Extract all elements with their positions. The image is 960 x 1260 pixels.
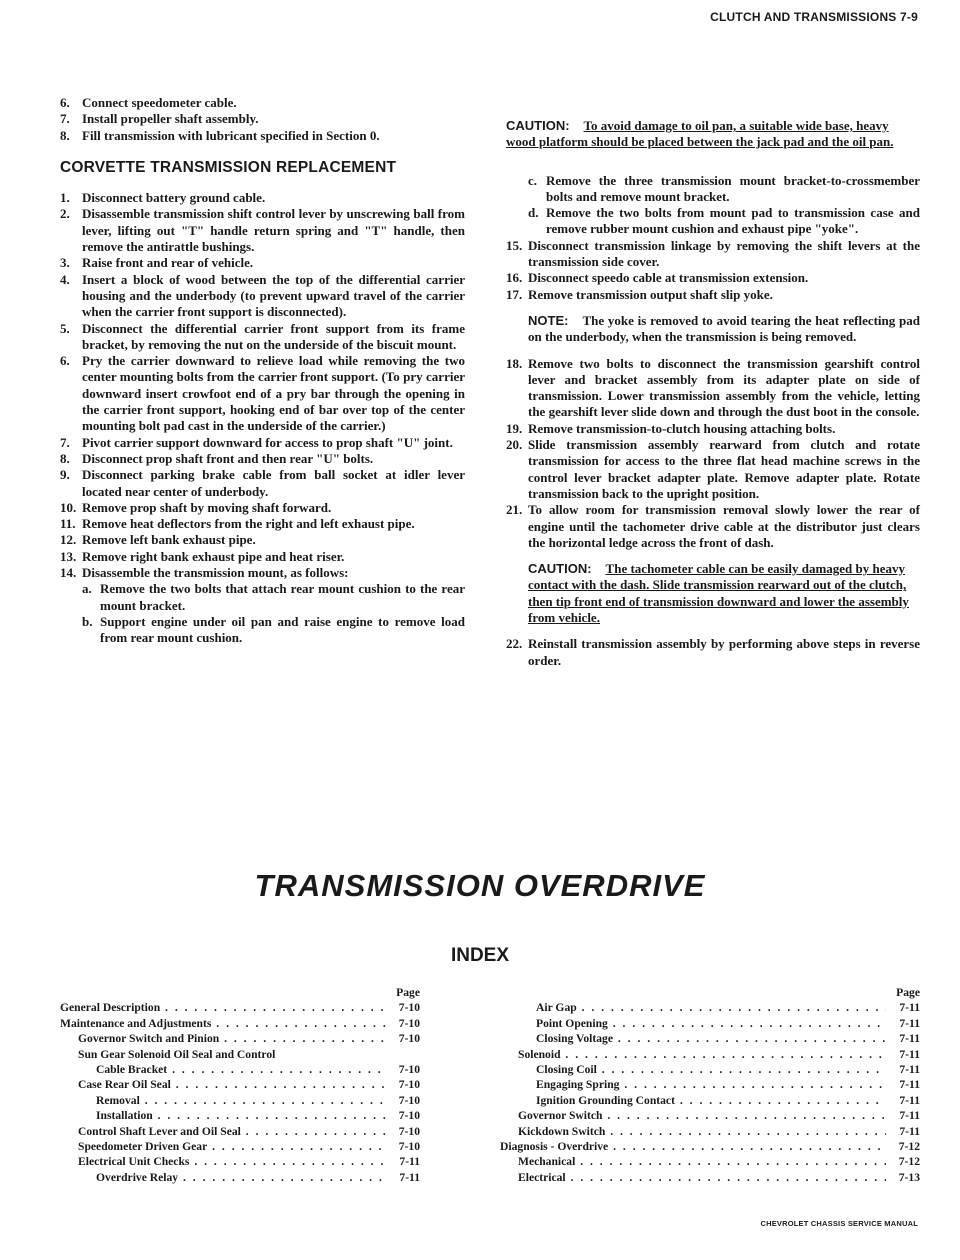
step bbox=[60, 565, 465, 581]
index-entry-title: Speedometer Driven Gear . . . bbox=[78, 1139, 386, 1154]
section-heading: CORVETTE TRANSMISSION REPLACEMENT bbox=[60, 158, 397, 176]
substeps-list bbox=[506, 173, 920, 238]
step bbox=[506, 502, 920, 551]
index-entry-page: 7-12 bbox=[898, 1140, 920, 1154]
step-text: Remove transmission output shaft slip yoke. bbox=[528, 286, 773, 302]
index-entry bbox=[60, 1062, 420, 1077]
step bbox=[60, 272, 465, 321]
step bbox=[60, 353, 465, 434]
step-text: Disassemble transmission shift control lever by unscrewing ball from lever, lifting out "T" handle return spring and "T" handle, then remove the antirattle bushings. bbox=[82, 206, 465, 255]
index-entry bbox=[500, 1139, 920, 1154]
step-text: Disassemble the transmission mount, as follows: bbox=[82, 565, 349, 581]
step-text: Raise front and rear of vehicle. bbox=[82, 255, 254, 271]
step-text: Remove the three transmission mount bracket-to-crossmember bolts and remove mount bracket. bbox=[546, 172, 920, 204]
index-entry-title: Removal . . . bbox=[96, 1093, 386, 1108]
index-entry-title: Governor Switch and Pinion . . . bbox=[78, 1031, 386, 1046]
page-column-header: Page bbox=[396, 986, 420, 999]
index-entry bbox=[500, 1016, 920, 1031]
step-text: Pivot carrier support downward for access to prop shaft "U" joint. bbox=[82, 434, 453, 450]
section-title: TRANSMISSION OVERDRIVE bbox=[254, 868, 706, 903]
step-text: Slide transmission assembly rearward from clutch and rotate transmission for access to the three flat head machine screws in the control lever bracket adapter plate. Remove adapter plate. Rotate transmission back to the upright position. bbox=[528, 437, 920, 501]
step-number: 21. bbox=[506, 502, 523, 518]
index-table-right bbox=[500, 985, 920, 1185]
index-entry bbox=[60, 1170, 420, 1185]
index-entry-title: Overdrive Relay . . . bbox=[96, 1170, 386, 1185]
index-entry-title: Point Opening . . . bbox=[536, 1016, 886, 1031]
index-entry bbox=[500, 1047, 920, 1062]
step-number: 16. bbox=[506, 270, 523, 286]
index-entry-title: Sun Gear Solenoid Oil Seal and Control bbox=[78, 1047, 276, 1061]
index-entry bbox=[500, 1031, 920, 1046]
index-entry bbox=[60, 1031, 420, 1046]
index-entry-page: 7-11 bbox=[899, 1093, 920, 1107]
substeps-list bbox=[60, 581, 465, 646]
caution-note bbox=[528, 561, 920, 626]
step-number: 1. bbox=[60, 190, 70, 206]
index-entry bbox=[500, 1154, 920, 1169]
step-text: Disconnect speedo cable at transmission extension. bbox=[528, 270, 809, 286]
index-entry-page: 7-11 bbox=[899, 1047, 920, 1061]
substep bbox=[60, 581, 465, 614]
index-entry-page: 7-10 bbox=[398, 1078, 420, 1092]
step-text: Disconnect the differential carrier front support from its frame bracket, by removing the nut on the underside of the biscuit mount. bbox=[82, 320, 465, 352]
step bbox=[60, 532, 465, 548]
step-text: Remove right bank exhaust pipe and heat riser. bbox=[82, 548, 345, 564]
step-number: d. bbox=[528, 205, 539, 221]
index-entry-page: 7-10 bbox=[398, 1140, 420, 1154]
index-entry-page: 7-10 bbox=[398, 1093, 420, 1107]
index-entry bbox=[500, 1077, 920, 1092]
index-entry-title: Electrical . . . bbox=[518, 1170, 886, 1185]
step bbox=[60, 95, 465, 111]
step bbox=[506, 287, 920, 303]
step bbox=[506, 421, 920, 437]
index-entry bbox=[500, 1093, 920, 1108]
index-entry-page: 7-10 bbox=[398, 1109, 420, 1123]
index-entry-title: Kickdown Switch . . . bbox=[518, 1124, 886, 1139]
caution-text: The tachometer cable can be easily damaged by heavy contact with the dash. Slide transmission rearward out of the clutch, then tip front end of transmission downward and lower the assembly from vehicle. bbox=[528, 561, 909, 626]
step-text: Remove prop shaft by moving shaft forward. bbox=[82, 499, 332, 515]
caution-label: CAUTION: bbox=[506, 118, 570, 133]
index-title: INDEX bbox=[450, 945, 510, 966]
running-header: CLUTCH AND TRANSMISSIONS 7-9 bbox=[710, 10, 918, 24]
step-number: 6. bbox=[60, 95, 70, 110]
step-number: 15. bbox=[506, 237, 523, 253]
index-entry-page: 7-11 bbox=[899, 1109, 920, 1123]
index-entry bbox=[60, 1077, 420, 1092]
step bbox=[506, 636, 920, 669]
caution-text: To avoid damage to oil pan, a suitable wide base, heavy wood platform should be placed between the jack pad and the oil pan. bbox=[506, 118, 894, 150]
index-entry-page: 7-12 bbox=[898, 1155, 920, 1169]
index-entry-page: 7-10 bbox=[398, 1032, 420, 1046]
page-column-header: Page bbox=[896, 986, 920, 999]
index-entry-page: 7-10 bbox=[398, 1001, 420, 1015]
step-text: Pry the carrier downward to relieve load while removing the two center mounting bolts from the carrier front support. (To pry carrier downward insert crowfoot end of a pry bar through the opening in the carrier front support, hooking end of bar over top of the center mounting bolt pad cast in the underside of the carrier.) bbox=[82, 353, 465, 434]
step bbox=[60, 435, 465, 451]
step-text: Remove left bank exhaust pipe. bbox=[82, 532, 256, 548]
step-number: 3. bbox=[60, 255, 70, 271]
index-entry bbox=[500, 1000, 920, 1015]
index-entry-page: 7-11 bbox=[399, 1155, 420, 1169]
step bbox=[506, 356, 920, 421]
step bbox=[60, 111, 465, 127]
step-text: Disconnect transmission linkage by removing the shift levers at the transmission side cover. bbox=[528, 237, 920, 270]
index-entry-page: 7-10 bbox=[398, 1016, 420, 1030]
index-entry-title: Cable Bracket . . . bbox=[96, 1062, 386, 1077]
index-entry-page: 7-11 bbox=[899, 1063, 920, 1077]
index-entry bbox=[60, 1000, 420, 1015]
index-entries bbox=[500, 1000, 920, 1185]
index-entry bbox=[60, 1093, 420, 1108]
index-entry-page: 7-11 bbox=[399, 1170, 420, 1184]
step-number: 20. bbox=[506, 437, 523, 453]
index-entry-title: Governor Switch . . . bbox=[518, 1108, 886, 1123]
index-entry-title: Mechanical . . . bbox=[518, 1154, 886, 1169]
index-entry-page: 7-11 bbox=[899, 1016, 920, 1030]
step bbox=[60, 128, 465, 144]
step-number: 22. bbox=[506, 636, 523, 652]
index-entry-title: Closing Coil . . . bbox=[536, 1062, 886, 1077]
step-number: 2. bbox=[60, 206, 70, 222]
step-text: Reinstall transmission assembly by performing above steps in reverse order. bbox=[528, 636, 920, 668]
step-number: 7. bbox=[60, 434, 70, 450]
index-entry-page: 7-13 bbox=[898, 1170, 920, 1184]
step bbox=[60, 255, 465, 271]
index-entry-page: 7-11 bbox=[899, 1001, 920, 1015]
caution-label: CAUTION: bbox=[528, 561, 592, 577]
index-entry bbox=[60, 1016, 420, 1031]
step-text: Disconnect parking brake cable from ball socket at idler lever located near center of underbody. bbox=[82, 467, 465, 499]
index-entry-title: Closing Voltage . . . bbox=[536, 1031, 886, 1046]
step-text: Remove two bolts to disconnect the transmission gearshift control lever and bracket assembly from its adapter plate on side of transmission. Lower transmission assembly from the vehicle, letting the gearshift lever slide down and through the dust boot in the console. bbox=[528, 355, 920, 420]
step-number: a. bbox=[82, 581, 92, 597]
index-entry bbox=[60, 1108, 420, 1123]
steps-list bbox=[60, 190, 465, 581]
step-text: Remove transmission-to-clutch housing attaching bolts. bbox=[528, 420, 836, 436]
index-entry-title: Installation . . . bbox=[96, 1108, 386, 1123]
index-entry bbox=[500, 1062, 920, 1077]
step bbox=[506, 437, 920, 502]
step bbox=[60, 451, 465, 467]
left-column bbox=[60, 95, 465, 647]
steps-list bbox=[506, 356, 920, 552]
substep bbox=[60, 614, 465, 647]
step bbox=[60, 190, 465, 206]
index-entry-title: Engaging Spring . . . bbox=[536, 1077, 886, 1092]
index-entry-title: Solenoid . . . bbox=[518, 1047, 886, 1062]
index-entry-title: Control Shaft Lever and Oil Seal . . . bbox=[78, 1124, 386, 1139]
step-text: Remove the two bolts that attach rear mount cushion to the rear mount bracket. bbox=[100, 581, 465, 613]
step bbox=[60, 500, 465, 516]
step bbox=[60, 206, 465, 255]
step bbox=[506, 270, 920, 286]
steps-list bbox=[506, 636, 920, 669]
step-text: Disconnect battery ground cable. bbox=[82, 190, 266, 206]
step-number: 9. bbox=[60, 467, 70, 483]
index-entry bbox=[60, 1139, 420, 1154]
substep bbox=[506, 173, 920, 206]
step-text: To allow room for transmission removal slowly lower the rear of engine until the tachometer drive cable at the distributor just clears the horizontal ledge across the front of dash. bbox=[528, 502, 920, 550]
index-entry-page: 7-11 bbox=[899, 1078, 920, 1092]
right-column bbox=[506, 118, 920, 669]
step-number: 17. bbox=[506, 286, 523, 302]
step-number: b. bbox=[82, 613, 93, 629]
steps-list bbox=[506, 238, 920, 303]
index-entry-title: Air Gap . . . bbox=[536, 1000, 886, 1015]
pre-steps bbox=[60, 95, 465, 144]
index-entry-page: 7-11 bbox=[899, 1032, 920, 1046]
step-number: 7. bbox=[60, 111, 70, 127]
footer: CHEVROLET CHASSIS SERVICE MANUAL bbox=[760, 1219, 918, 1228]
step-number: 8. bbox=[60, 450, 70, 466]
step-number: 11. bbox=[60, 516, 76, 532]
index-entry-page: 7-10 bbox=[398, 1063, 420, 1077]
caution-note bbox=[506, 118, 920, 151]
index-entry bbox=[500, 1124, 920, 1139]
note bbox=[528, 313, 920, 346]
step-text: Insert a block of wood between the top of the differential carrier housing and the underbody (to prevent upward travel of the carrier when the carrier front support is disconnected). bbox=[82, 271, 465, 320]
index-entry-title: Electrical Unit Checks . . . bbox=[78, 1154, 386, 1169]
index-entry-title: Maintenance and Adjustments . . . bbox=[60, 1016, 386, 1031]
index-entry bbox=[60, 1124, 420, 1139]
step-number: 8. bbox=[60, 127, 70, 143]
step-number: 10. bbox=[60, 499, 77, 515]
step bbox=[60, 467, 465, 500]
index-entry-page: 7-11 bbox=[899, 1124, 920, 1138]
step-text: Support engine under oil pan and raise engine to remove load from rear mount cushion. bbox=[100, 613, 465, 646]
substep bbox=[506, 205, 920, 238]
step-text: Remove heat deflectors from the right and left exhaust pipe. bbox=[82, 516, 415, 532]
step-number: 4. bbox=[60, 271, 70, 287]
step-text: Fill transmission with lubricant specified in Section 0. bbox=[82, 127, 380, 143]
step-text: Disconnect prop shaft front and then rear "U" bolts. bbox=[82, 450, 374, 466]
step-number: 13. bbox=[60, 548, 77, 564]
index-entry-title: General Description . . . bbox=[60, 1000, 386, 1015]
note-text: The yoke is removed to avoid tearing the heat reflecting pad on the underbody, when the transmission is being removed. bbox=[528, 312, 920, 345]
step bbox=[60, 516, 465, 532]
step-text: Connect speedometer cable. bbox=[82, 95, 237, 110]
index-entry bbox=[60, 1047, 420, 1062]
step-text: Remove the two bolts from mount pad to transmission case and remove rubber mount cushion and exhaust pipe "yoke". bbox=[546, 205, 920, 237]
index-entries bbox=[60, 1000, 420, 1185]
index-entry-title: Diagnosis - Overdrive . . . bbox=[500, 1139, 886, 1154]
step-text: Install propeller shaft assembly. bbox=[82, 111, 259, 127]
index-entry bbox=[500, 1108, 920, 1123]
index-entry bbox=[60, 1154, 420, 1169]
step-number: c. bbox=[528, 172, 538, 188]
index-entry bbox=[500, 1170, 920, 1185]
index-entry-page: 7-10 bbox=[398, 1124, 420, 1138]
index-entry-title: Ignition Grounding Contact . . . bbox=[536, 1093, 886, 1108]
step-number: 14. bbox=[60, 565, 77, 581]
step-number: 5. bbox=[60, 320, 70, 336]
index-table-left bbox=[60, 985, 420, 1185]
step bbox=[60, 321, 465, 354]
step-number: 18. bbox=[506, 355, 523, 371]
step-number: 19. bbox=[506, 420, 523, 436]
index-entry-title: Case Rear Oil Seal . . . bbox=[78, 1077, 386, 1092]
step bbox=[506, 238, 920, 271]
step-number: 6. bbox=[60, 353, 70, 369]
step-number: 12. bbox=[60, 532, 77, 548]
note-label: NOTE: bbox=[528, 312, 569, 328]
step bbox=[60, 549, 465, 565]
